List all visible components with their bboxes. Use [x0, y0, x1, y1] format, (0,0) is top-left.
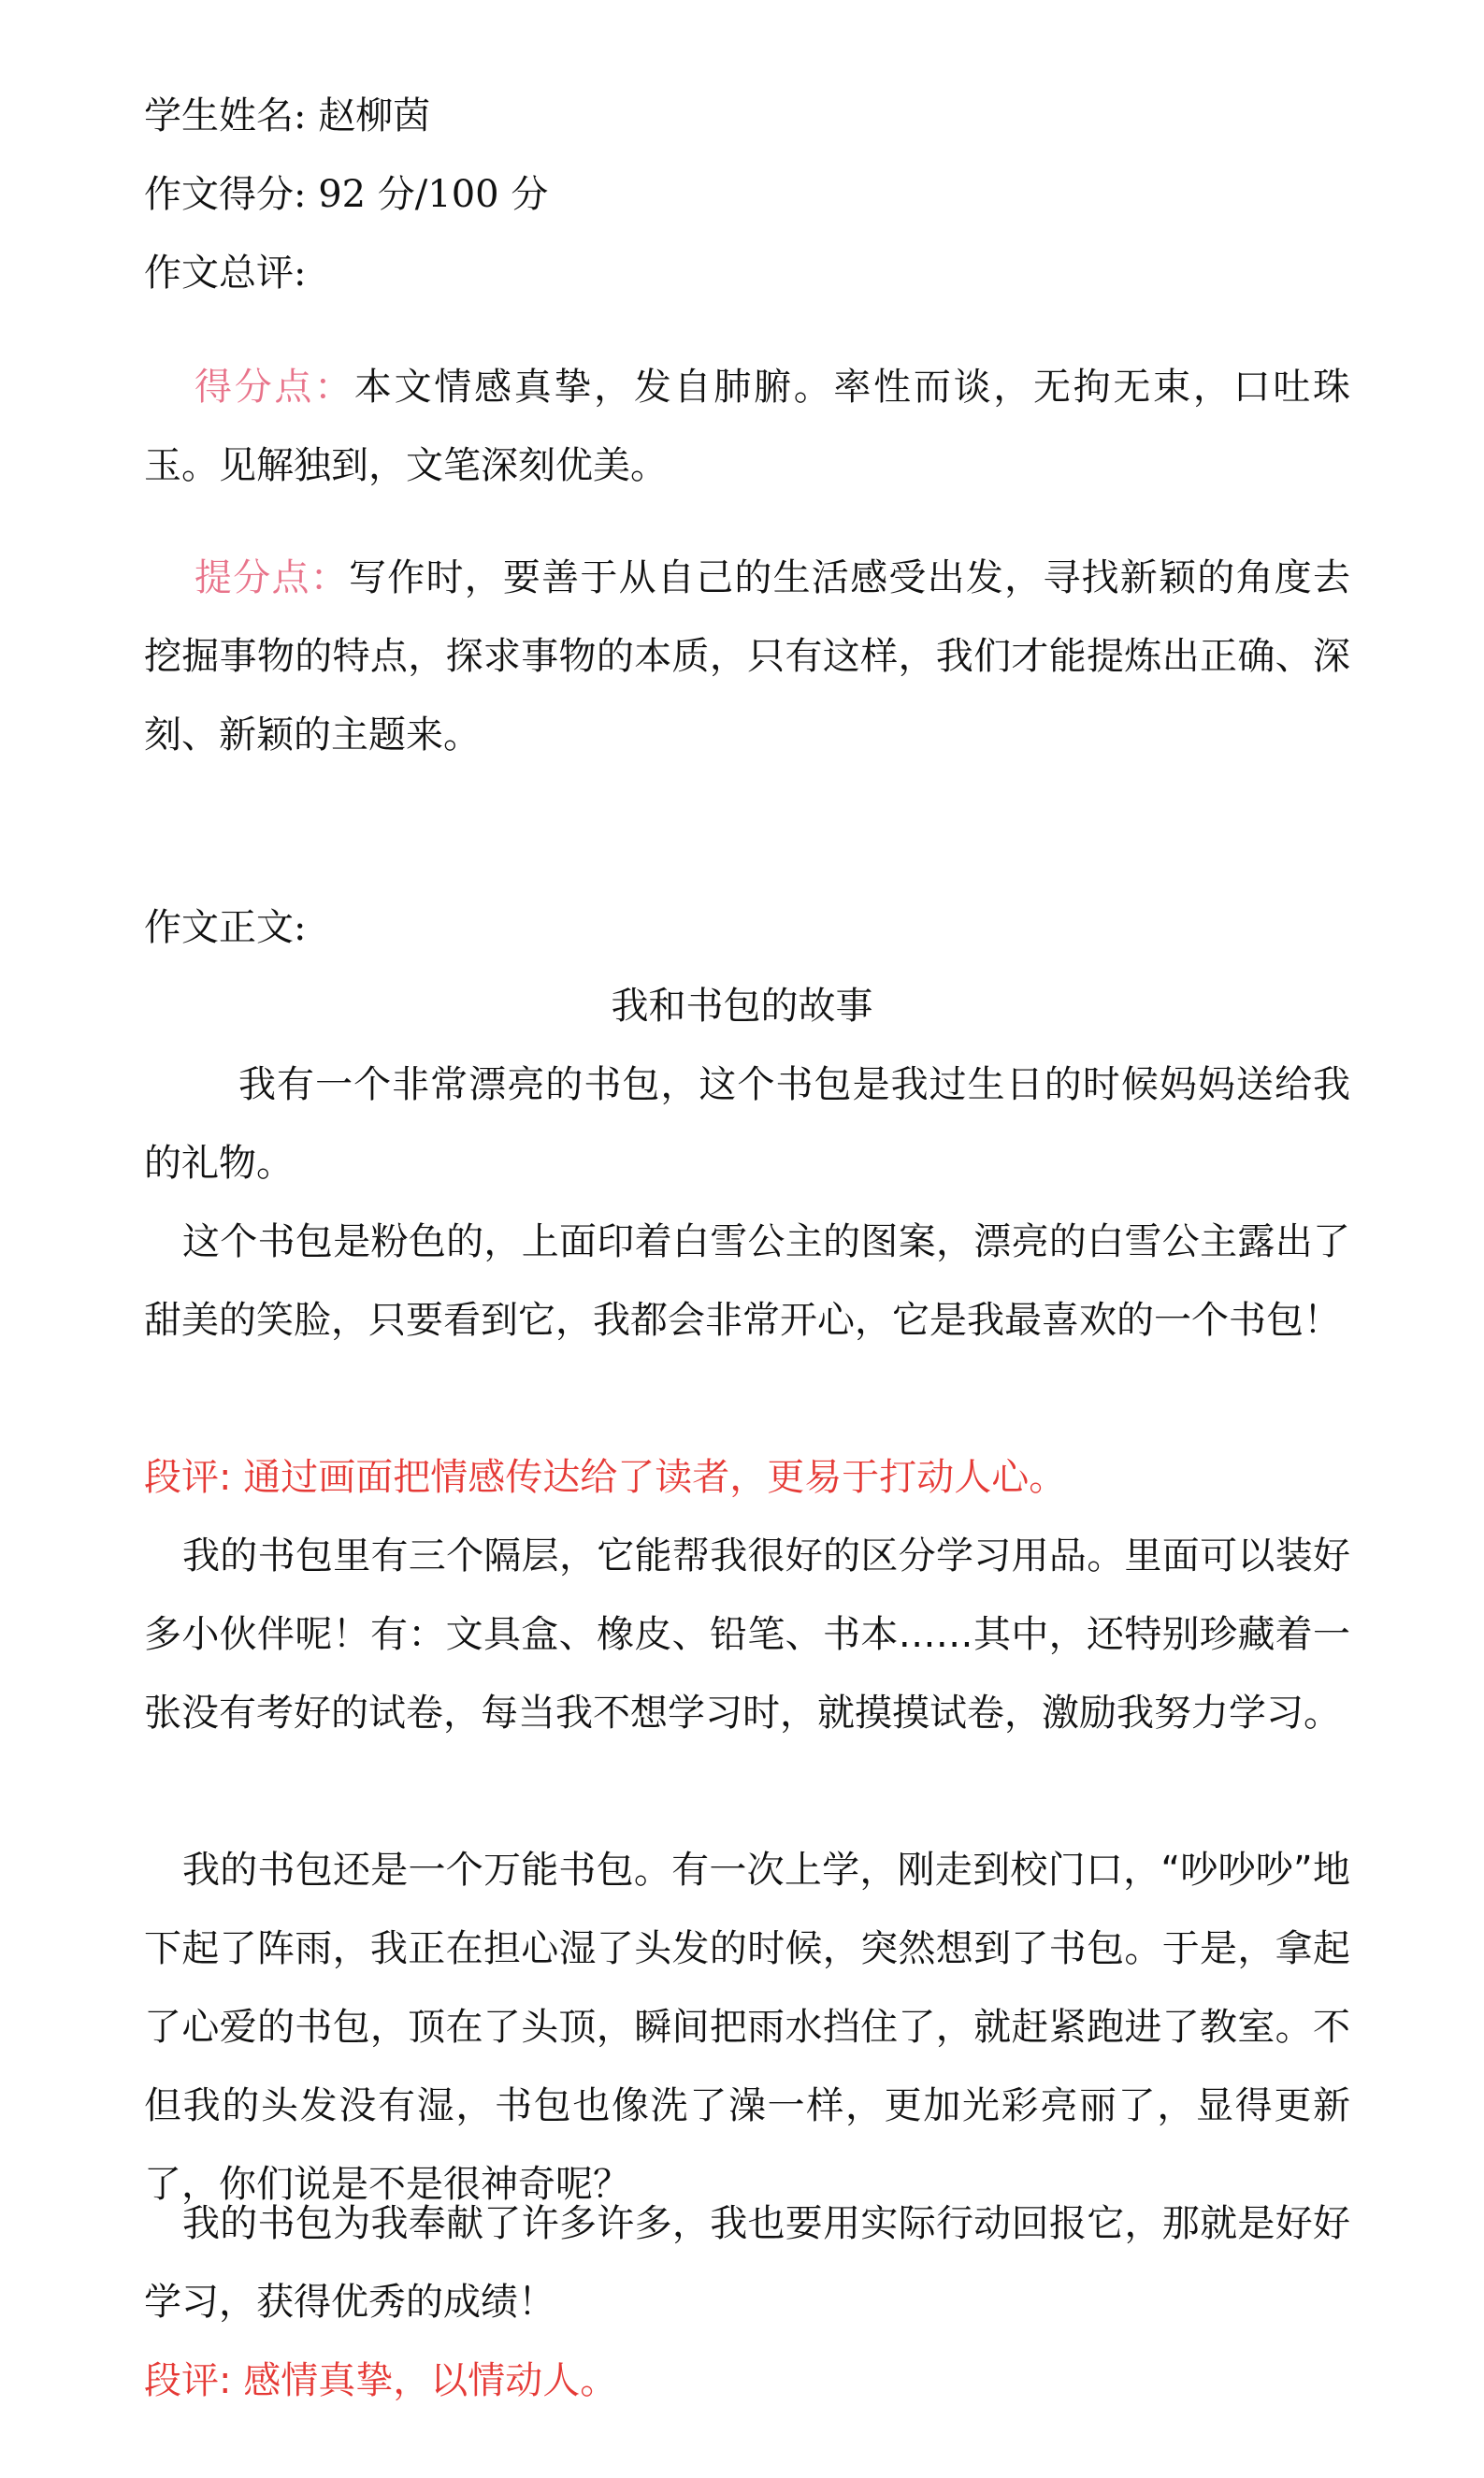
improve-label: 提分点： [195, 556, 349, 599]
student-name: 学生姓名: 赵柳茵 [144, 94, 431, 137]
essay-paragraph-2: 这个书包是粉色的，上面印着白雪公主的图案，漂亮的白雪公主露出了甜美的笑脸，只要看到它，我都会非常开心，它是我最喜欢的一个书包！ [144, 1220, 1350, 1342]
essay-score: 作文得分: 92 分/100 分 [144, 173, 549, 216]
essay-paragraph-4: 我的书包还是一个万能书包。有一次上学，刚走到校门口，“吵吵吵”地下起了阵雨，我正在担心湿了头发的时候，突然想到了书包。于是，拿起了心爱的书包，顶在了头顶，瞬间把雨水挡住了，就赶紧跑进了教室。不但我的头发没有湿，书包也像洗了澡一样，更加光彩亮丽了，显得更新了，你们说是不是很神奇呢？ [144, 1849, 1350, 2206]
strengths-label: 得分点： [195, 366, 354, 409]
essay-title: 我和书包的故事 [611, 985, 873, 1028]
essay-paragraph-3: 我的书包里有三个隔层，它能帮我很好的区分学习用品。里面可以装好多小伙伴呢！有：文具盒、橡皮、铅笔、书本……其中，还特别珍藏着一张没有考好的试卷，每当我不想学习时，就摸摸试卷，激励我努力学习。 [144, 1534, 1350, 1735]
strengths-text: 本文情感真挚，发自肺腑。率性而谈，无拘无束，口吐珠玉。见解独到，文笔深刻优美。 [144, 366, 1351, 487]
improve-paragraph [144, 539, 1350, 774]
improve-text: 写作时，要善于从自己的生活感受出发，寻找新颖的角度去挖掘事物的特点，探求事物的本质，只有这样，我们才能提炼出正确、深刻、新颖的主题来。 [144, 556, 1351, 756]
essay-paragraph-1: 我有一个非常漂亮的书包，这个书包是我过生日的时候妈妈送给我的礼物。 [144, 1063, 1350, 1185]
paragraph-comment-1: 段评: 通过画面把情感传达给了读者，更易于打动人心。 [144, 1456, 1067, 1499]
overall-comment-label: 作文总评: [144, 252, 307, 295]
paragraph-comment-2: 段评: 感情真挚，以情动人。 [144, 2359, 618, 2402]
essay-body-label: 作文正文: [144, 906, 307, 949]
essay-paragraph-5: 我的书包为我奉献了许多许多，我也要用实际行动回报它，那就是好好学习，获得优秀的成绩！ [144, 2202, 1350, 2324]
strengths-paragraph [144, 348, 1350, 505]
